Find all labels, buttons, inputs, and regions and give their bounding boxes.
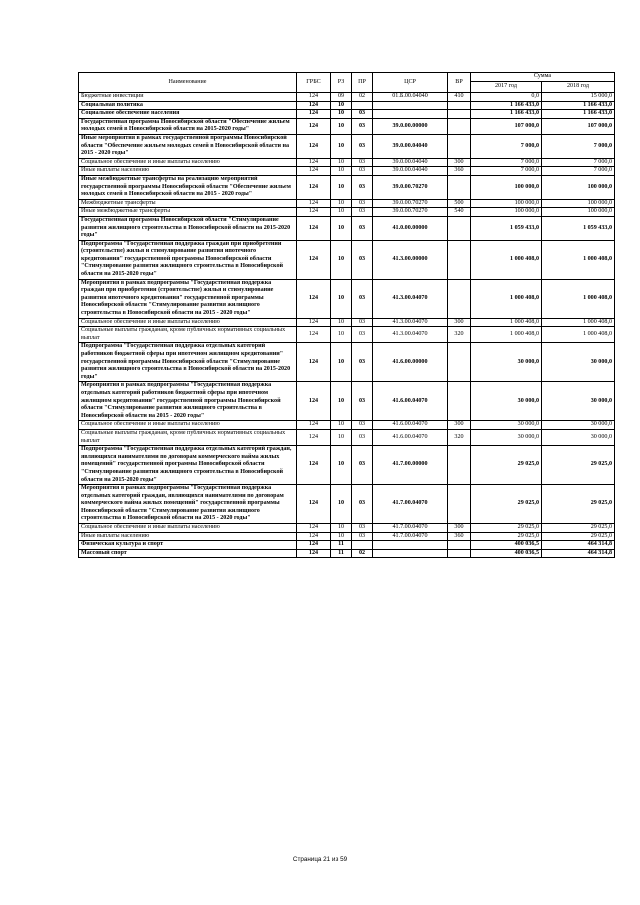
header-vr: ВР — [448, 73, 471, 93]
cell-csr: 41.7.00.04070 — [373, 485, 448, 524]
cell-vr: 320 — [448, 429, 471, 445]
cell-vr — [448, 485, 471, 524]
cell-2017: 29 025,0 — [471, 524, 542, 533]
cell-vr — [448, 118, 471, 134]
cell-pr: 03 — [352, 421, 373, 430]
cell-csr: 41.6.00.00000 — [373, 343, 448, 382]
table-row — [79, 216, 615, 240]
cell-pr: 03 — [352, 429, 373, 445]
cell-pr: 03 — [352, 175, 373, 199]
cell-2018: 1 059 433,0 — [542, 216, 615, 240]
cell-2017: 30 000,0 — [471, 429, 542, 445]
cell-vr: 540 — [448, 208, 471, 217]
cell-2018: 30 000,0 — [542, 382, 615, 421]
cell-name: Массовый спорт — [79, 549, 297, 558]
table-row — [79, 167, 615, 176]
cell-rz: 10 — [331, 216, 352, 240]
cell-csr — [373, 549, 448, 558]
cell-pr: 03 — [352, 134, 373, 158]
cell-2017: 29 025,0 — [471, 532, 542, 541]
table-header — [79, 73, 615, 93]
cell-rz: 11 — [331, 541, 352, 550]
cell-2018: 7 000,0 — [542, 167, 615, 176]
cell-2017: 107 000,0 — [471, 118, 542, 134]
cell-name: Подпрограмма "Государственная поддержка отдельных категорий граждан, являющихся нанимателями по договорам коммерческого найма жилых помещений" государственной программы Новосибирской области "Стимулирование развития жилищного строительства в Новосибирской области на 2015-2020 годы" — [79, 446, 297, 485]
cell-pr — [352, 541, 373, 550]
cell-2017: 1 059 433,0 — [471, 216, 542, 240]
cell-vr: 300 — [448, 421, 471, 430]
cell-csr: 41.6.00.04070 — [373, 382, 448, 421]
cell-pr: 03 — [352, 327, 373, 343]
cell-2018: 7 000,0 — [542, 134, 615, 158]
cell-csr — [373, 541, 448, 550]
cell-2018: 464 314,8 — [542, 541, 615, 550]
cell-2018: 107 000,0 — [542, 118, 615, 134]
cell-vr — [448, 134, 471, 158]
cell-name: Социальное обеспечение населения — [79, 110, 297, 119]
cell-name: Иные межбюджетные трансферты на реализацию мероприятий государственной программы Новосибирской области "Обеспечение жильем молодых семей в Новосибирской области на 2015 - 2020 годы" — [79, 175, 297, 199]
cell-rz: 10 — [331, 382, 352, 421]
table-row — [79, 327, 615, 343]
table-body — [79, 93, 615, 558]
cell-csr: 39.0.00.04040 — [373, 158, 448, 167]
cell-2018: 29 025,0 — [542, 446, 615, 485]
cell-2017: 29 025,0 — [471, 446, 542, 485]
header-sum: Сумма — [471, 73, 615, 82]
cell-pr: 03 — [352, 240, 373, 279]
cell-name: Межбюджетные трансферты — [79, 199, 297, 208]
table-row — [79, 93, 615, 102]
cell-2017: 400 036,5 — [471, 549, 542, 558]
cell-pr: 03 — [352, 382, 373, 421]
cell-name: Подпрограмма "Государственная поддержка граждан при приобретении (строительстве) жилья и стимулирование развития ипотечного кредитования" государственной программы Новосибирской области "Стимулирование развития жилищного строительства в Новосибирской области на 2015-2020 годы" — [79, 240, 297, 279]
cell-csr: 39.0.00.00000 — [373, 118, 448, 134]
cell-name: Иные мероприятия в рамках государственной программы Новосибирской области "Обеспечение жильем молодых семей в Новосибирской области на 2015 - 2020 годы" — [79, 134, 297, 158]
cell-csr — [373, 110, 448, 119]
table-row — [79, 158, 615, 167]
header-2017: 2017 год — [471, 82, 542, 93]
cell-pr: 03 — [352, 532, 373, 541]
cell-name: Социальные выплаты гражданам, кроме публичных нормативных социальных выплат — [79, 327, 297, 343]
cell-vr — [448, 549, 471, 558]
cell-grbs: 124 — [297, 327, 331, 343]
cell-rz: 10 — [331, 429, 352, 445]
cell-vr — [448, 541, 471, 550]
cell-csr — [373, 101, 448, 110]
cell-2018: 100 000,0 — [542, 208, 615, 217]
cell-vr: 410 — [448, 93, 471, 102]
cell-grbs: 124 — [297, 208, 331, 217]
cell-rz: 10 — [331, 208, 352, 217]
cell-rz: 10 — [331, 485, 352, 524]
cell-name: Социальное обеспечение и иные выплаты населению — [79, 421, 297, 430]
cell-grbs: 124 — [297, 216, 331, 240]
cell-name: Мероприятия в рамках подпрограммы "Государственная поддержка граждан при приобретении (строительстве) жилья и стимулирование развития ипотечного кредитования" государственной программы Новосибирской области "Стимулирование развития жилищного строительства в Новосибирской области на 2015 - 2020 годы" — [79, 279, 297, 318]
table-row — [79, 208, 615, 217]
cell-2017: 29 025,0 — [471, 485, 542, 524]
cell-vr: 360 — [448, 167, 471, 176]
cell-csr: 41.3.00.04070 — [373, 327, 448, 343]
cell-2018: 30 000,0 — [542, 343, 615, 382]
cell-rz: 10 — [331, 101, 352, 110]
cell-vr: 320 — [448, 327, 471, 343]
cell-csr: 41.7.00.04070 — [373, 524, 448, 533]
cell-csr: 41.7.00.00000 — [373, 446, 448, 485]
cell-2018: 15 000,0 — [542, 93, 615, 102]
cell-vr — [448, 446, 471, 485]
cell-grbs: 124 — [297, 318, 331, 327]
cell-rz: 10 — [331, 134, 352, 158]
cell-name: Подпрограмма "Государственная поддержка отдельных категорий работников бюджетной сферы при ипотечном жилищном кредитовании" государственной программы Новосибирской области "Стимулирование развития жилищного строительства в Новосибирской области на 2015-2020 годы" — [79, 343, 297, 382]
cell-2017: 1 166 433,0 — [471, 110, 542, 119]
cell-2017: 100 000,0 — [471, 208, 542, 217]
cell-2017: 7 000,0 — [471, 158, 542, 167]
cell-rz: 10 — [331, 446, 352, 485]
table-row — [79, 110, 615, 119]
cell-grbs: 124 — [297, 421, 331, 430]
cell-rz: 10 — [331, 199, 352, 208]
cell-rz: 10 — [331, 524, 352, 533]
header-grbs: ГРБС — [297, 73, 331, 93]
cell-name: Бюджетные инвестиции — [79, 93, 297, 102]
cell-vr — [448, 110, 471, 119]
cell-2018: 1 000 408,0 — [542, 327, 615, 343]
cell-rz: 10 — [331, 327, 352, 343]
table-row — [79, 101, 615, 110]
cell-2018: 1 166 433,0 — [542, 110, 615, 119]
table-row — [79, 532, 615, 541]
cell-name: Иные выплаты населению — [79, 167, 297, 176]
cell-csr: 39.0.00.70270 — [373, 175, 448, 199]
cell-rz: 10 — [331, 532, 352, 541]
cell-vr — [448, 175, 471, 199]
cell-rz: 10 — [331, 343, 352, 382]
table-row — [79, 343, 615, 382]
cell-2017: 400 036,5 — [471, 541, 542, 550]
table-row — [79, 240, 615, 279]
cell-2018: 29 025,0 — [542, 485, 615, 524]
cell-rz: 10 — [331, 240, 352, 279]
cell-vr — [448, 101, 471, 110]
cell-grbs: 124 — [297, 485, 331, 524]
cell-pr: 03 — [352, 110, 373, 119]
cell-grbs: 124 — [297, 110, 331, 119]
cell-vr — [448, 382, 471, 421]
cell-vr — [448, 240, 471, 279]
cell-rz: 10 — [331, 175, 352, 199]
table-row — [79, 318, 615, 327]
cell-pr: 03 — [352, 318, 373, 327]
cell-rz: 11 — [331, 549, 352, 558]
cell-grbs: 124 — [297, 446, 331, 485]
cell-2018: 29 025,0 — [542, 532, 615, 541]
cell-name: Мероприятия в рамках подпрограммы "Государственная поддержка отдельных категорий работников бюджетной сферы при ипотечном жилищном кредитовании" государственной программы Новосибирской области "Стимулирование развития жилищного строительства в Новосибирской области на 2015 - 2020 годы" — [79, 382, 297, 421]
cell-vr: 300 — [448, 318, 471, 327]
cell-vr — [448, 343, 471, 382]
table-row — [79, 118, 615, 134]
cell-vr: 300 — [448, 158, 471, 167]
table-row — [79, 541, 615, 550]
cell-grbs: 124 — [297, 101, 331, 110]
table-row — [79, 175, 615, 199]
cell-rz: 10 — [331, 318, 352, 327]
cell-csr: 39.0.00.70270 — [373, 199, 448, 208]
table-row — [79, 382, 615, 421]
cell-2017: 30 000,0 — [471, 421, 542, 430]
cell-pr: 02 — [352, 549, 373, 558]
cell-rz: 10 — [331, 118, 352, 134]
cell-2018: 1 166 433,0 — [542, 101, 615, 110]
cell-2017: 1 000 408,0 — [471, 327, 542, 343]
cell-pr: 02 — [352, 93, 373, 102]
cell-2018: 30 000,0 — [542, 421, 615, 430]
cell-name: Социальное обеспечение и иные выплаты населению — [79, 158, 297, 167]
cell-csr: 39.0.00.04040 — [373, 167, 448, 176]
cell-name: Социальное обеспечение и иные выплаты населению — [79, 318, 297, 327]
cell-2017: 7 000,0 — [471, 167, 542, 176]
cell-2017: 7 000,0 — [471, 134, 542, 158]
cell-grbs: 124 — [297, 541, 331, 550]
cell-grbs: 124 — [297, 532, 331, 541]
cell-csr: 41.3.00.04070 — [373, 279, 448, 318]
cell-2018: 1 000 408,0 — [542, 279, 615, 318]
budget-table — [78, 72, 615, 558]
cell-name: Государственная программа Новосибирской области "Стимулирование развития жилищного строительства в Новосибирской области на 2015-2020 годы" — [79, 216, 297, 240]
cell-csr: 01.Б.00.04040 — [373, 93, 448, 102]
cell-pr: 03 — [352, 167, 373, 176]
cell-name: Социальное обеспечение и иные выплаты населению — [79, 524, 297, 533]
cell-csr: 41.6.00.04070 — [373, 429, 448, 445]
cell-2018: 30 000,0 — [542, 429, 615, 445]
cell-pr: 03 — [352, 446, 373, 485]
table-row — [79, 199, 615, 208]
cell-vr — [448, 216, 471, 240]
cell-2017: 30 000,0 — [471, 343, 542, 382]
cell-csr: 39.0.00.04040 — [373, 134, 448, 158]
cell-2017: 1 000 408,0 — [471, 318, 542, 327]
cell-grbs: 124 — [297, 175, 331, 199]
cell-csr: 41.0.00.00000 — [373, 216, 448, 240]
cell-grbs: 124 — [297, 93, 331, 102]
cell-pr: 03 — [352, 208, 373, 217]
cell-2017: 1 166 433,0 — [471, 101, 542, 110]
table-row — [79, 446, 615, 485]
page-number: Страница 21 из 59 — [292, 856, 348, 863]
cell-pr: 03 — [352, 343, 373, 382]
cell-name: Мероприятия в рамках подпрограммы "Государственная поддержка отдельных категорий граждан, являющихся нанимателями по договорам коммерческого найма жилых помещений" государственной программы Новосибирской области "Стимулирование развития жилищного строительства в Новосибирской области на 2015 - 2020 годы" — [79, 485, 297, 524]
cell-grbs: 124 — [297, 382, 331, 421]
cell-grbs: 124 — [297, 118, 331, 134]
table-row — [79, 421, 615, 430]
cell-csr: 41.3.00.00000 — [373, 240, 448, 279]
cell-pr: 03 — [352, 199, 373, 208]
cell-name: Физическая культура и спорт — [79, 541, 297, 550]
table-row — [79, 279, 615, 318]
cell-pr: 03 — [352, 216, 373, 240]
cell-name: Социальная политика — [79, 101, 297, 110]
cell-csr: 41.6.00.04070 — [373, 421, 448, 430]
header-2018: 2018 год — [542, 82, 615, 93]
cell-vr: 500 — [448, 199, 471, 208]
cell-grbs: 124 — [297, 158, 331, 167]
cell-name: Иные межбюджетные трансферты — [79, 208, 297, 217]
cell-grbs: 124 — [297, 343, 331, 382]
cell-rz: 10 — [331, 110, 352, 119]
cell-csr: 39.0.00.70270 — [373, 208, 448, 217]
table-row — [79, 134, 615, 158]
cell-2018: 29 025,0 — [542, 524, 615, 533]
cell-rz: 10 — [331, 421, 352, 430]
cell-csr: 41.3.00.04070 — [373, 318, 448, 327]
cell-2017: 1 000 408,0 — [471, 279, 542, 318]
cell-2018: 1 000 408,0 — [542, 240, 615, 279]
cell-grbs: 124 — [297, 199, 331, 208]
cell-vr — [448, 279, 471, 318]
cell-2018: 1 000 408,0 — [542, 318, 615, 327]
header-pr: ПР — [352, 73, 373, 93]
cell-2017: 1 000 408,0 — [471, 240, 542, 279]
cell-pr: 03 — [352, 118, 373, 134]
cell-2018: 100 000,0 — [542, 175, 615, 199]
cell-rz: 10 — [331, 167, 352, 176]
cell-2018: 464 314,8 — [542, 549, 615, 558]
cell-grbs: 124 — [297, 429, 331, 445]
cell-2017: 30 000,0 — [471, 382, 542, 421]
table-row — [79, 524, 615, 533]
cell-grbs: 124 — [297, 549, 331, 558]
cell-rz: 10 — [331, 158, 352, 167]
table-row — [79, 485, 615, 524]
cell-pr: 03 — [352, 158, 373, 167]
cell-name: Иные выплаты населению — [79, 532, 297, 541]
cell-2017: 0,0 — [471, 93, 542, 102]
cell-grbs: 124 — [297, 167, 331, 176]
table-row — [79, 549, 615, 558]
cell-pr: 03 — [352, 485, 373, 524]
cell-pr: 03 — [352, 279, 373, 318]
cell-pr: 03 — [352, 524, 373, 533]
cell-rz: 09 — [331, 93, 352, 102]
cell-grbs: 124 — [297, 524, 331, 533]
cell-grbs: 124 — [297, 134, 331, 158]
cell-2017: 100 000,0 — [471, 199, 542, 208]
cell-name: Государственная программа Новосибирской области "Обеспечение жильем молодых семей в Новосибирской области на 2015-2020 годы" — [79, 118, 297, 134]
header-name: Наименование — [79, 73, 297, 93]
table-row — [79, 429, 615, 445]
cell-vr: 360 — [448, 532, 471, 541]
cell-name: Социальные выплаты гражданам, кроме публичных нормативных социальных выплат — [79, 429, 297, 445]
cell-2018: 100 000,0 — [542, 199, 615, 208]
header-rz: РЗ — [331, 73, 352, 93]
cell-grbs: 124 — [297, 279, 331, 318]
cell-rz: 10 — [331, 279, 352, 318]
cell-2018: 7 000,0 — [542, 158, 615, 167]
cell-vr: 300 — [448, 524, 471, 533]
cell-2017: 100 000,0 — [471, 175, 542, 199]
cell-grbs: 124 — [297, 240, 331, 279]
cell-csr: 41.7.00.04070 — [373, 532, 448, 541]
header-csr: ЦСР — [373, 73, 448, 93]
cell-pr — [352, 101, 373, 110]
